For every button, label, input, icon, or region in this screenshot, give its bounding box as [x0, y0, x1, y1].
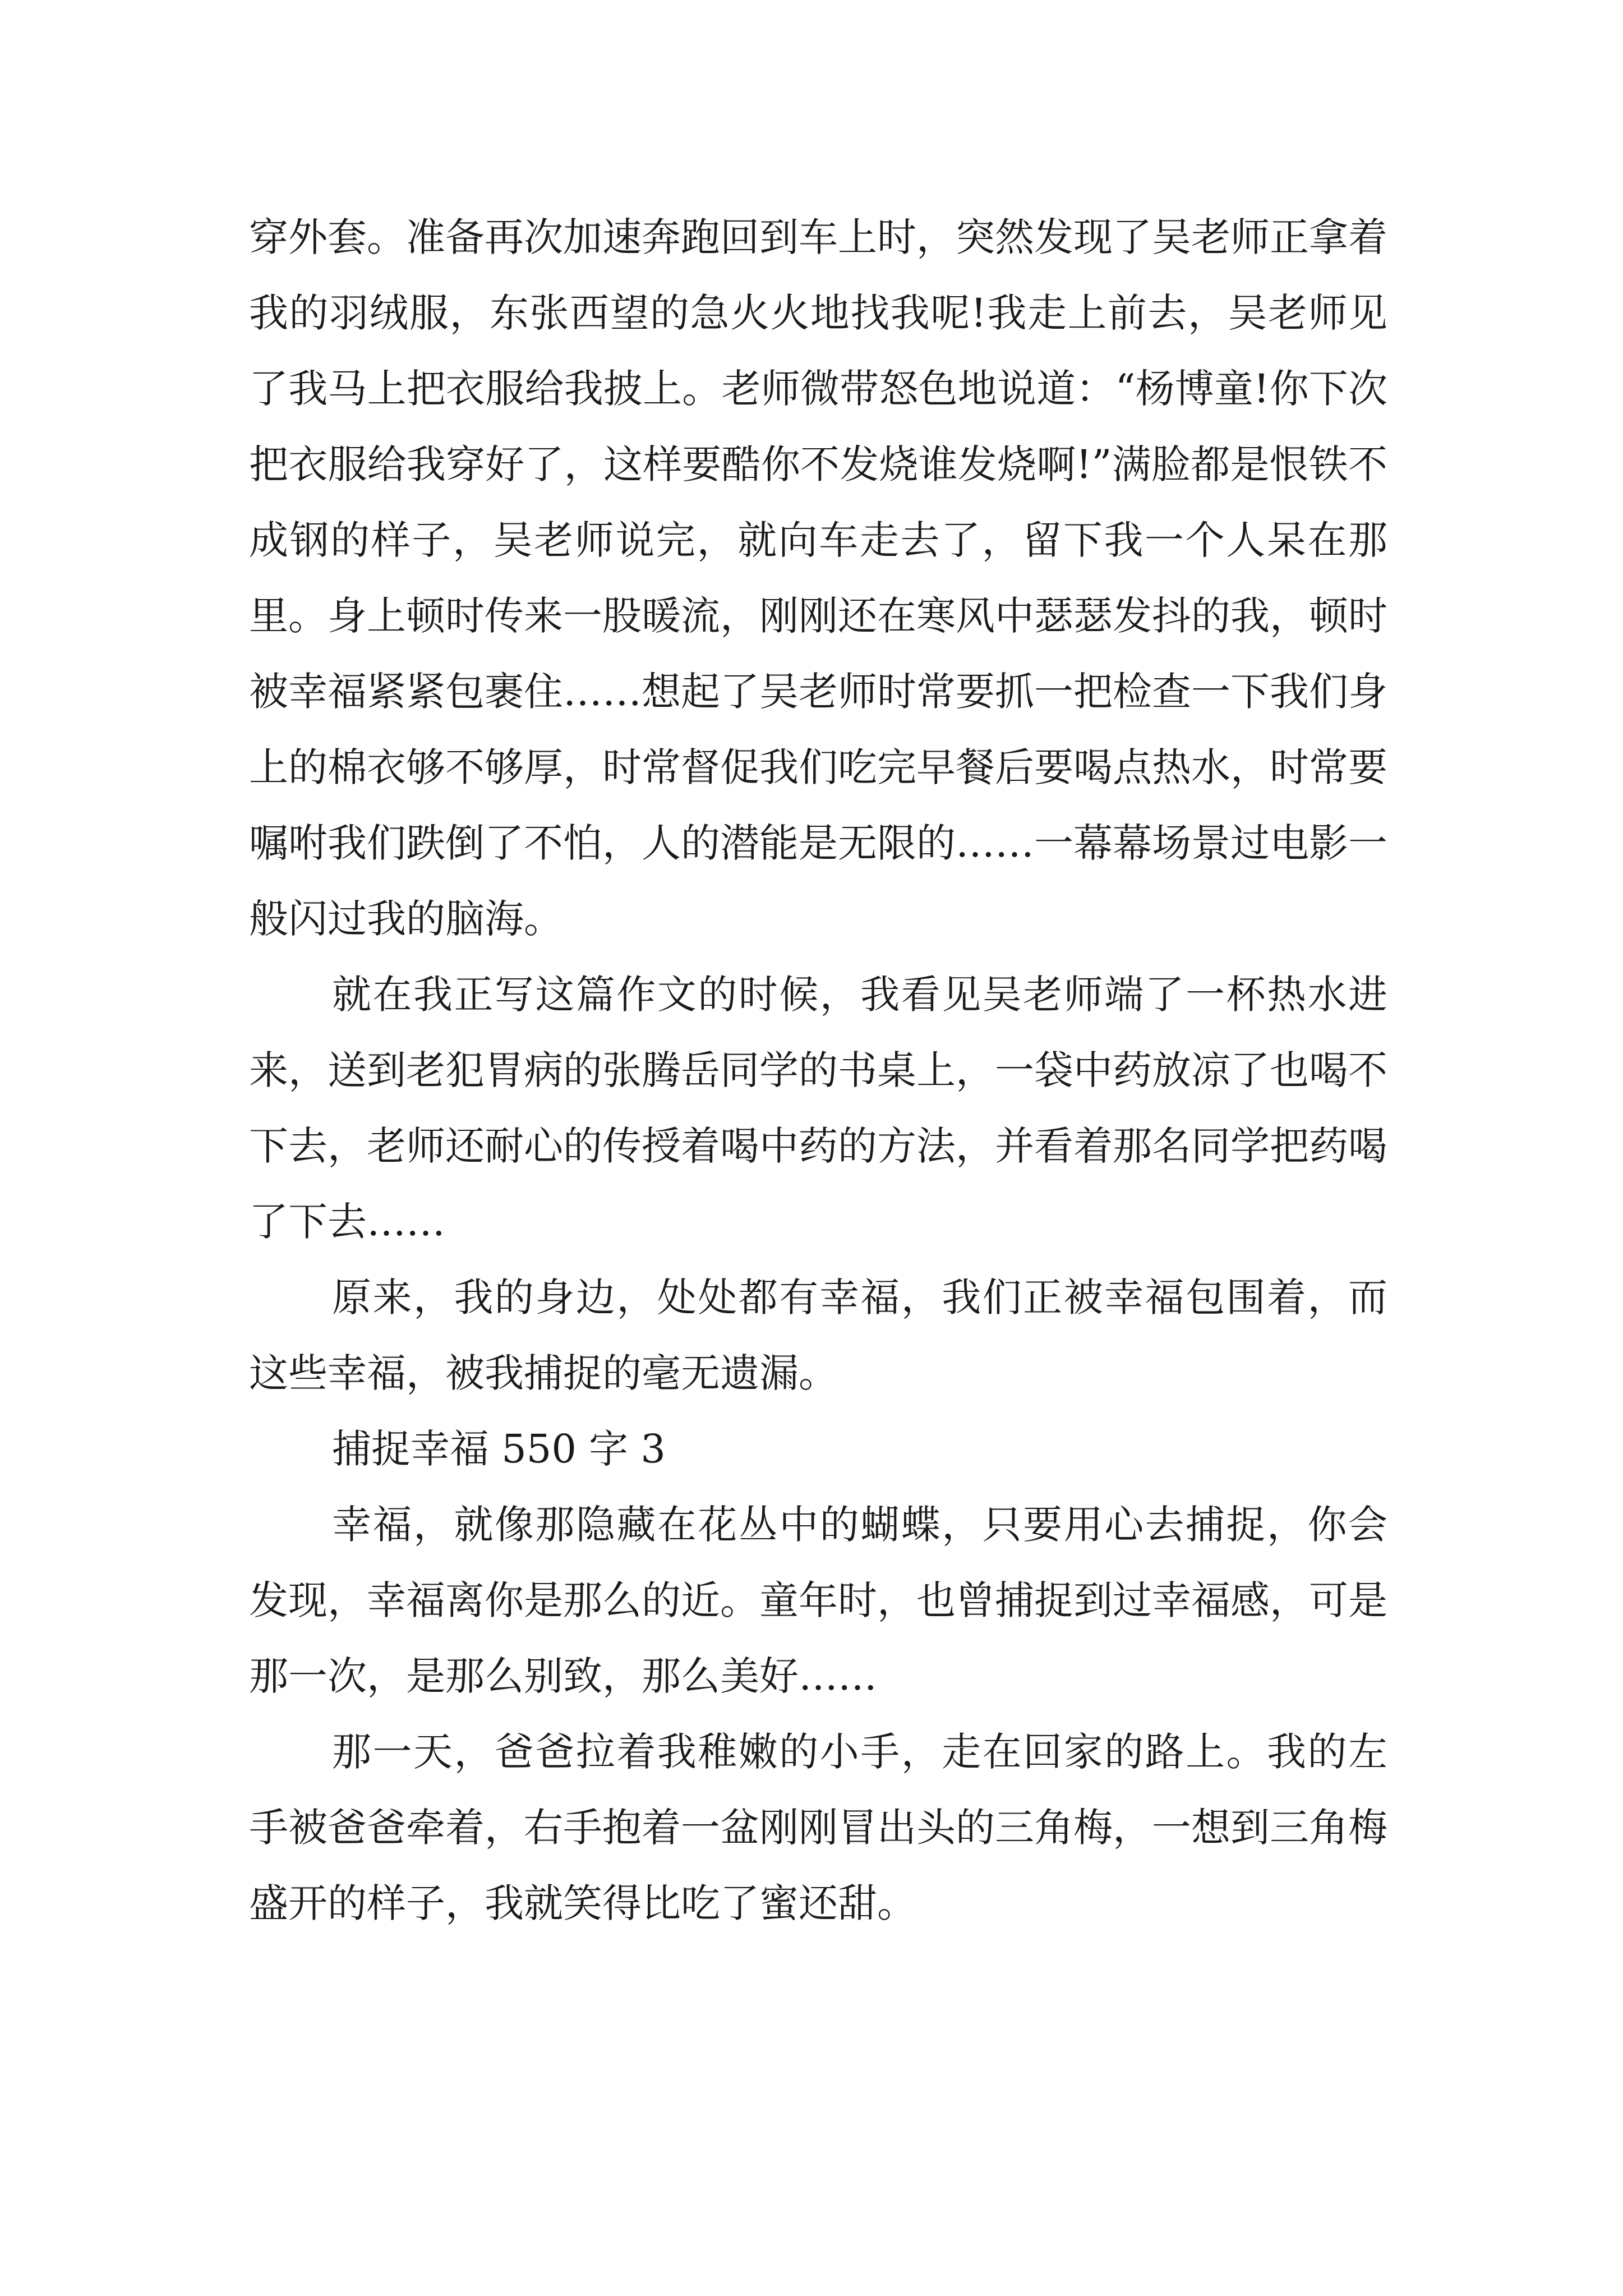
paragraph-butterfly: 幸福，就像那隐藏在花丛中的蝴蝶，只要用心去捕捉，你会发现，幸福离你是那么的近。童年时，也曾捕捉到过幸福感，可是那一次，是那么别致，那么美好……: [249, 1502, 1387, 1699]
paragraph-continuation: 穿外套。准备再次加速奔跑回到车上时，突然发现了吴老师正拿着我的羽绒服，东张西望的急火火地找我呢!我走上前去，吴老师见了我马上把衣服给我披上。老师微带怒色地说道：“杨博童!你下次把衣服给我穿好了，这样要酷你不发烧谁发烧啊!”满脸都是恨铁不成钢的样子，吴老师说完，就向车走去了，留下我一个人呆在那里。身上顿时传来一股暖流，刚刚还在寒风中瑟瑟发抖的我，顿时被幸福紧紧包裹住……想起了吴老师时常要抓一把检查一下我们身上的棉衣够不够厚，时常督促我们吃完早餐后要喝点热水，时常要嘱咐我们跌倒了不怕，人的潜能是无限的……一幕幕场景过电影一般闪过我的脑海。: [249, 214, 1387, 942]
paragraph-walk-home: 那一天，爸爸拉着我稚嫩的小手，走在回家的路上。我的左手被爸爸牵着，右手抱着一盆刚刚冒出头的三角梅，一想到三角梅盛开的样子，我就笑得比吃了蜜还甜。: [249, 1729, 1387, 1926]
paragraph-conclusion: 原来，我的身边，处处都有幸福，我们正被幸福包围着，而这些幸福，被我捕捉的毫无遗漏。: [249, 1274, 1387, 1396]
article-body: [249, 200, 1387, 1941]
paragraph-teacher-hot-water: 就在我正写这篇作文的时候，我看见吴老师端了一杯热水进来，送到老犯胃病的张腾岳同学的书桌上，一袋中药放凉了也喝不下去，老师还耐心的传授着喝中药的方法，并看着那名同学把药喝了下去……: [249, 972, 1387, 1245]
section-heading: 捕捉幸福 550 字 3: [332, 1426, 666, 1472]
